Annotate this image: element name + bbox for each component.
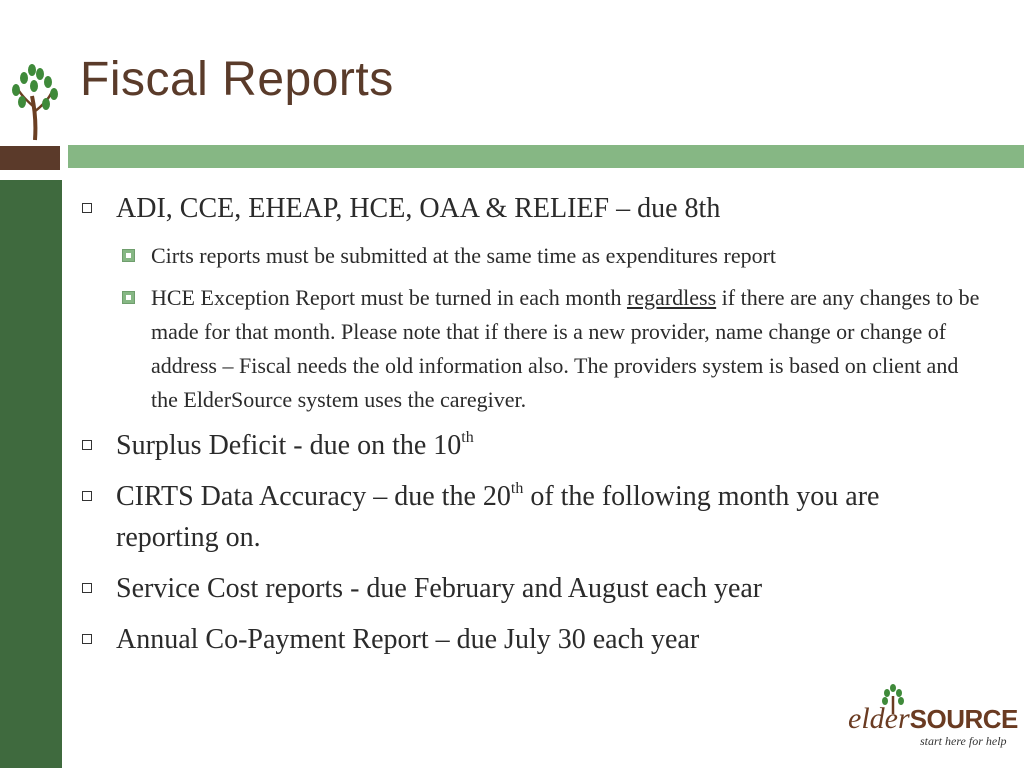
sub-bullet-hce bbox=[76, 281, 986, 417]
bullet-text-pre: Surplus Deficit - due on the 10 bbox=[116, 430, 462, 461]
sub-bullet-text-post: if there are any changes to be made for that month. Please note that if there is a new provider, name change or change of address – Fiscal needs the old information also. The providers system is based on client and the ElderSource system uses the caregiver. bbox=[151, 285, 980, 412]
bullet-text-post: of the following month you are reporting on. bbox=[116, 481, 880, 553]
bullet-item-surplus bbox=[76, 425, 986, 466]
slide-content bbox=[76, 188, 986, 670]
hollow-square-bullet-icon bbox=[82, 203, 92, 213]
bullet-text bbox=[116, 425, 986, 466]
header-accent-block bbox=[0, 146, 60, 170]
logo-wordmark bbox=[848, 702, 1018, 736]
header-divider-bar bbox=[68, 145, 1024, 168]
logo-elder: elder bbox=[848, 702, 910, 735]
logo-source: SOURCE bbox=[909, 704, 1018, 734]
hollow-square-bullet-icon bbox=[82, 440, 92, 450]
sub-bullet-text-pre: HCE Exception Report must be turned in each month bbox=[151, 285, 627, 310]
bullet-text bbox=[116, 476, 986, 558]
hollow-square-bullet-icon bbox=[82, 634, 92, 644]
bullet-item-cirts-accuracy bbox=[76, 476, 986, 558]
slide-title: Fiscal Reports bbox=[80, 53, 394, 106]
logo-tagline: start here for help bbox=[920, 734, 1007, 748]
square-bullet-icon bbox=[122, 249, 135, 262]
square-bullet-icon bbox=[122, 291, 135, 304]
bullet-text: Service Cost reports - due February and August each year bbox=[116, 573, 763, 604]
hollow-square-bullet-icon bbox=[82, 583, 92, 593]
superscript: th bbox=[510, 479, 524, 497]
left-side-rail bbox=[0, 180, 62, 768]
sub-bullet-cirts bbox=[76, 239, 986, 273]
hollow-square-bullet-icon bbox=[82, 491, 92, 501]
bullet-text: ADI, CCE, EHEAP, HCE, OAA & RELIEF – due 8th bbox=[116, 193, 721, 224]
bullet-item-adi bbox=[76, 188, 986, 229]
bullet-item-service-cost bbox=[76, 568, 986, 609]
bullet-text: Annual Co-Payment Report – due July 30 each year bbox=[116, 624, 700, 655]
eldersource-logo bbox=[848, 684, 1018, 754]
underlined-word: regardless bbox=[626, 285, 717, 310]
sub-bullet-text: Cirts reports must be submitted at the same time as expenditures report bbox=[151, 243, 777, 268]
bullet-text-pre: CIRTS Data Accuracy – due the 20 bbox=[116, 481, 511, 512]
superscript: th bbox=[461, 428, 474, 446]
tree-logo-icon bbox=[8, 60, 64, 144]
bullet-item-copayment bbox=[76, 619, 986, 660]
